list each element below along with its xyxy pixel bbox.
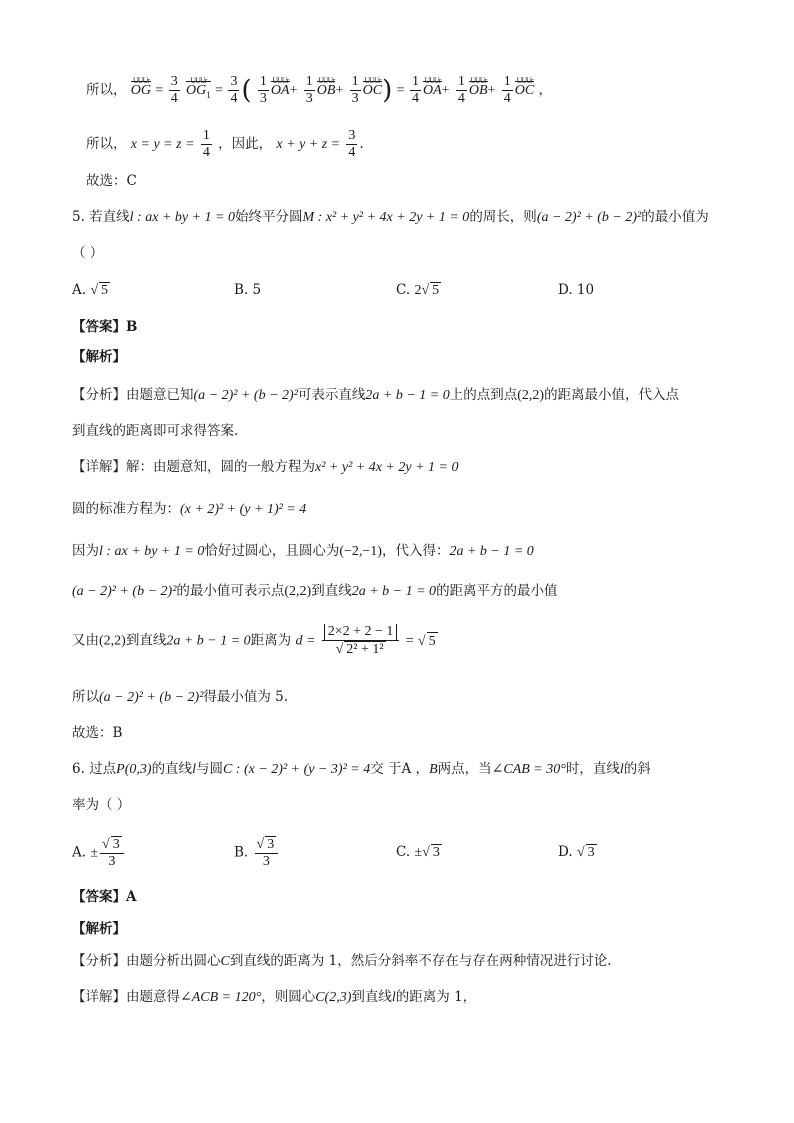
- q5-analysis-heading: 【解析】: [72, 349, 126, 365]
- q5-result: 所以(a − 2)² + (b − 2)²得最小值为 5.: [72, 689, 289, 705]
- xyz-sum: x + y + z =: [276, 137, 341, 152]
- q5-xiangjie: 【详解】解：由题意知，圆的一般方程为x² + y² + 4x + 2y + 1 = 0: [72, 459, 459, 475]
- q6-option-c: C. ±√ 3: [396, 844, 440, 860]
- sol4-xyz-line: 所以， x = y = z = $\frac{1}{4}$ ，因此， x + y + z = $\frac{3}{4}$ .: [86, 128, 364, 160]
- q5-center-sub: 因为l : ax + by + 1 = 0恰好过圆心，且圆心为(−2,−1)，代入得：2a + b − 1 = 0: [72, 543, 534, 559]
- q6-option-d: D. √ 3: [558, 844, 595, 860]
- q5-fenxi: 【分析】由题意已知(a − 2)² + (b − 2)²可表示直线2a + b − 1 = 0上的点到点(2,2)的距离最小值，代入点: [72, 387, 680, 403]
- q5-paren: （ ）: [72, 245, 104, 261]
- sol4-prefix: 所以，: [86, 82, 127, 98]
- line-l-equation: l : ax + by + 1 = 0: [129, 210, 235, 225]
- q5-option-c: C. 2√ 5: [396, 282, 440, 298]
- q5-answer: 【答案】B: [72, 319, 138, 335]
- q6-stem: 6. 过点P(0,3)的直线l与圆C : (x − 2)² + (y − 3)² = 4交 于A ，B两点，当∠CAB = 30°时，直线l的斜: [72, 761, 651, 777]
- q5-stem: 5. 若直线l : ax + by + 1 = 0始终平分圆M : x² + y² + 4x + 2y + 1 = 0的周长，则(a − 2)² + (b − 2)²的最小值为: [72, 209, 709, 225]
- q5-standard-eq: 圆的标准方程为：(x + 2)² + (y + 1)² = 4: [72, 501, 307, 517]
- q5-min-meaning: (a − 2)² + (b − 2)²的最小值可表示点(2,2)到直线2a + b − 1 = 0的距离平方的最小值: [72, 583, 558, 599]
- q6-option-b: B. $\frac{√ 3}{3}$: [234, 836, 280, 870]
- q6-answer: 【答案】A: [72, 889, 137, 905]
- q5-distance: 又由(2,2)到直线2a + b − 1 = 0距离为 d = $\frac{2\times 2 + 2 - 1}{\text{√ 2² + 1²}}$ = √ 5: [72, 624, 436, 657]
- xyz-equation: x = y = z =: [130, 137, 195, 152]
- q5-choice: 故选：B: [72, 725, 123, 741]
- q6-fenxi: 【分析】由题分析出圆心C到直线的距离为 1，然后分斜率不存在与存在两种情况进行讨论.: [72, 953, 612, 969]
- q5-option-d: D. 10: [558, 282, 595, 298]
- q6-analysis-heading: 【解析】: [72, 921, 126, 937]
- q5-fenxi-cont: 到直线的距离即可求得答案.: [72, 423, 239, 439]
- circle-m-equation: M : x² + y² + 4x + 2y + 1 = 0: [302, 210, 470, 225]
- sol4-vector-equation: 所以， UUUr OG = $\frac{3}{4}$ UUUr $OG_1$ = $\frac{3}{4}$ ( $\frac{1}{3}$ UUUr OA+ $\frac{1}{3}$ UUUr OB+ $\frac{1}{3}$ UUUr OC) = $\frac{1}{4}$ UUUr OA+ $\frac{1}{4}$ UUUr OB+ $\frac{1}{4}$ UUUr OC ，: [86, 74, 552, 106]
- circle-c-equation: C : (x − 2)² + (y − 3)² = 4: [222, 762, 371, 777]
- vector-og: UUUr OG: [130, 76, 152, 98]
- q6-option-a: A. ± $\frac{√ 3}{3}$: [72, 836, 126, 870]
- q5-option-b: B. 5: [234, 282, 262, 298]
- q5-option-a: A. √ 5: [72, 282, 109, 298]
- distance-fraction: $\frac{2\times 2 + 2 - 1}{\text{√ 2² + 1²}}$: [322, 624, 400, 658]
- sol4-choice: 故选：C: [86, 173, 137, 189]
- q6-xiangjie: 【详解】由题意得∠ACB = 120°，则圆心C(2,3)到直线l的距离为 1，: [72, 989, 477, 1005]
- q6-stem-cont: 率为（ ）: [72, 797, 131, 813]
